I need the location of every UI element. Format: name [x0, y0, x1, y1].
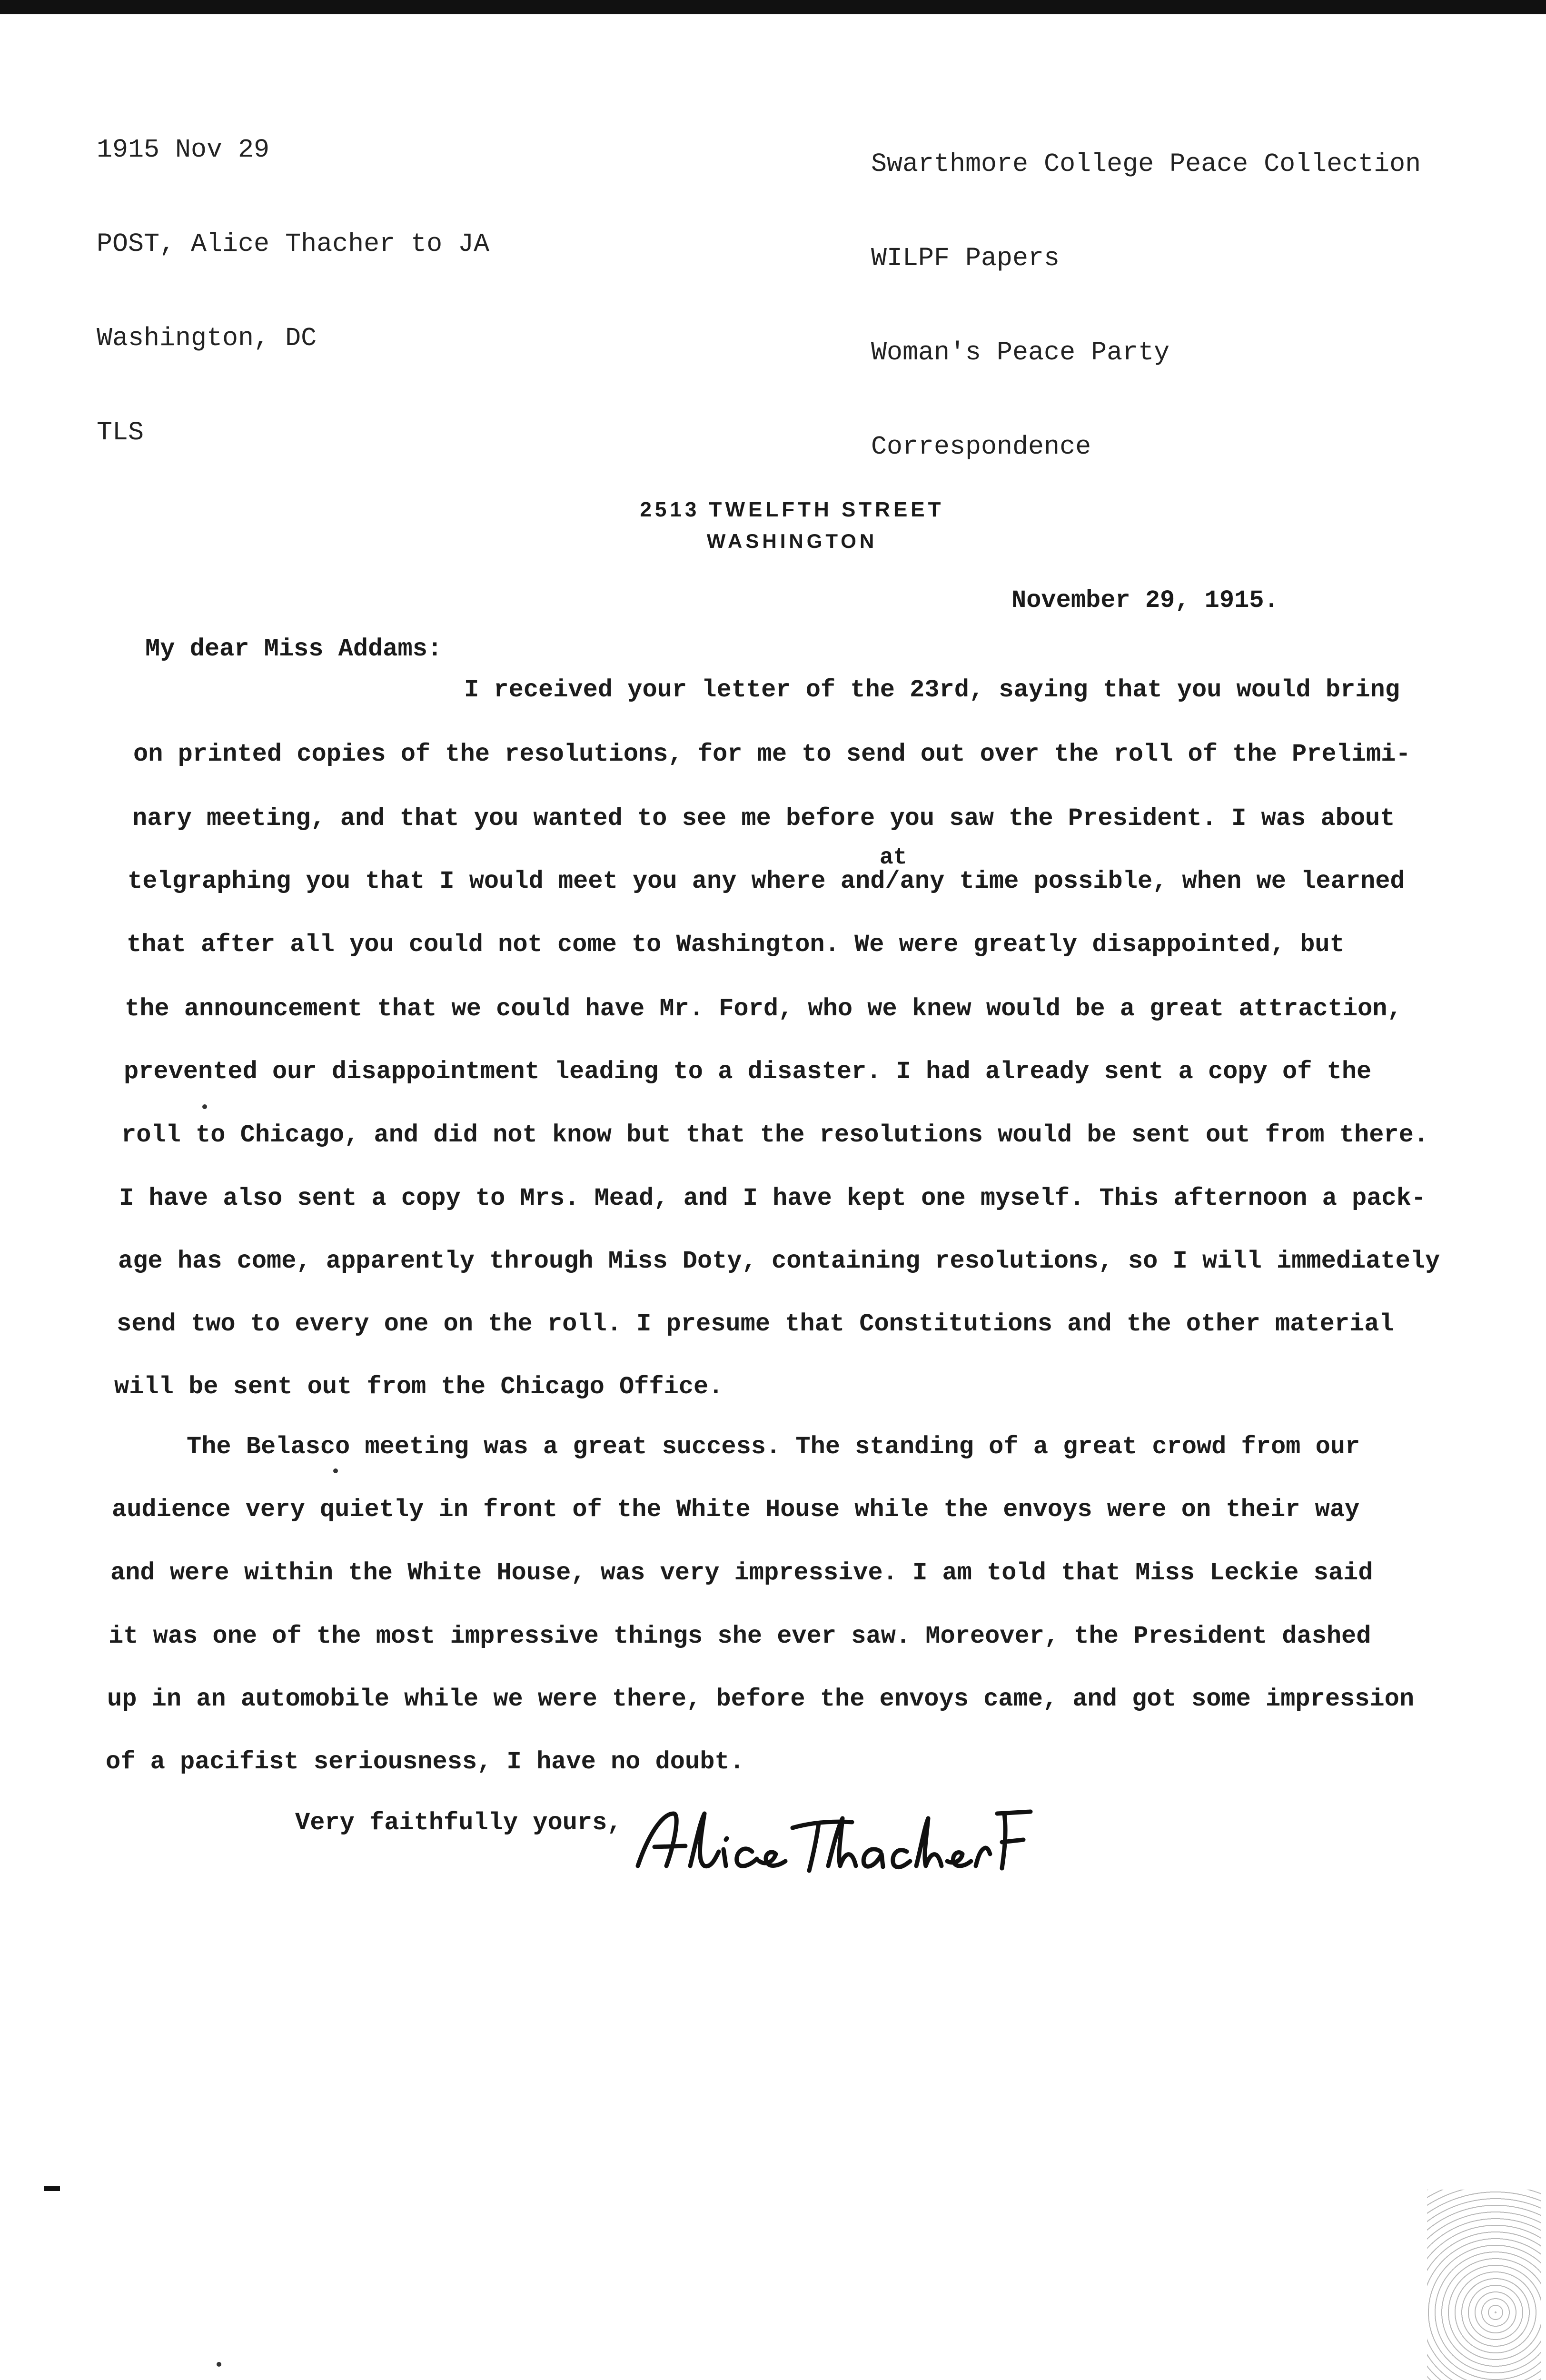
body-line: up in an automobile while we were there, before the envoys came, and got some impression [107, 1685, 1415, 1713]
archive-category: Correspondence [871, 432, 1091, 462]
archive-catalog-right [871, 86, 1421, 494]
body-line: prevented our disappointment leading to a disaster. I had already sent a copy of the [124, 1058, 1372, 1086]
closing: Very faithfully yours, [295, 1809, 622, 1837]
body-line: age has come, apparently through Miss Doty, containing resolutions, so I will immediately [118, 1247, 1440, 1275]
body-line: that after all you could not come to Washington. We were greatly disappointed, but [127, 931, 1345, 959]
archive-place: Washington, DC [97, 323, 317, 353]
body-line: audience very quietly in front of the White House while the envoys were on their way [112, 1496, 1360, 1524]
body-line: it was one of the most impressive things she ever saw. Moreover, the President dashed [109, 1622, 1371, 1650]
archive-correspondents: POST, Alice Thacher to JA [97, 229, 490, 259]
body-line: on printed copies of the resolutions, for me to send out over the roll of the Prelimi- [133, 740, 1411, 768]
interlinear-insertion: at [880, 845, 907, 871]
body-line: send two to every one on the roll. I presume that Constitutions and the other material [117, 1310, 1394, 1338]
archive-series: WILPF Papers [871, 243, 1060, 273]
archive-catalog-left [97, 71, 489, 480]
body-line: of a pacifist seriousness, I have no doubt. [106, 1748, 744, 1776]
letterhead-street: 2513 TWELFTH STREET [640, 498, 944, 521]
letterhead-city: WASHINGTON [706, 530, 878, 552]
archive-doc-type: TLS [97, 417, 144, 447]
speck [217, 2362, 221, 2367]
speck [333, 1468, 338, 1473]
body-line: roll to Chicago, and did not know but that the resolutions would be sent out from there. [121, 1121, 1429, 1149]
body-line: The Belasco meeting was a great success. The standing of a great crowd from our [187, 1433, 1360, 1461]
archive-collection: Swarthmore College Peace Collection [871, 149, 1421, 179]
scan-top-border [0, 0, 1546, 14]
body-line: the announcement that we could have Mr. Ford, who we knew would be a great attraction, [125, 995, 1402, 1023]
body-line: telgraphing you that I would meet you any where and/any time possible, when we learned [128, 867, 1405, 895]
body-line: I have also sent a copy to Mrs. Mead, and I have kept one myself. This afternoon a pack- [119, 1184, 1427, 1212]
margin-mark [44, 2186, 60, 2191]
body-line: will be sent out from the Chicago Office. [114, 1373, 723, 1401]
scan-noise [1427, 2190, 1541, 2380]
letter-date: November 29, 1915. [1011, 586, 1279, 615]
body-line: and were within the White House, was very impressive. I am told that Miss Leckie said [110, 1559, 1373, 1587]
body-line: I received your letter of the 23rd, saying that you would bring [464, 676, 1400, 704]
body-line: nary meeting, and that you wanted to see me before you saw the President. I was about [132, 804, 1395, 833]
handwritten-signature [628, 1795, 1038, 1885]
archive-subseries: Woman's Peace Party [871, 337, 1170, 367]
speck [202, 1104, 207, 1109]
archive-date: 1915 Nov 29 [97, 135, 270, 165]
salutation: My dear Miss Addams: [145, 635, 443, 663]
